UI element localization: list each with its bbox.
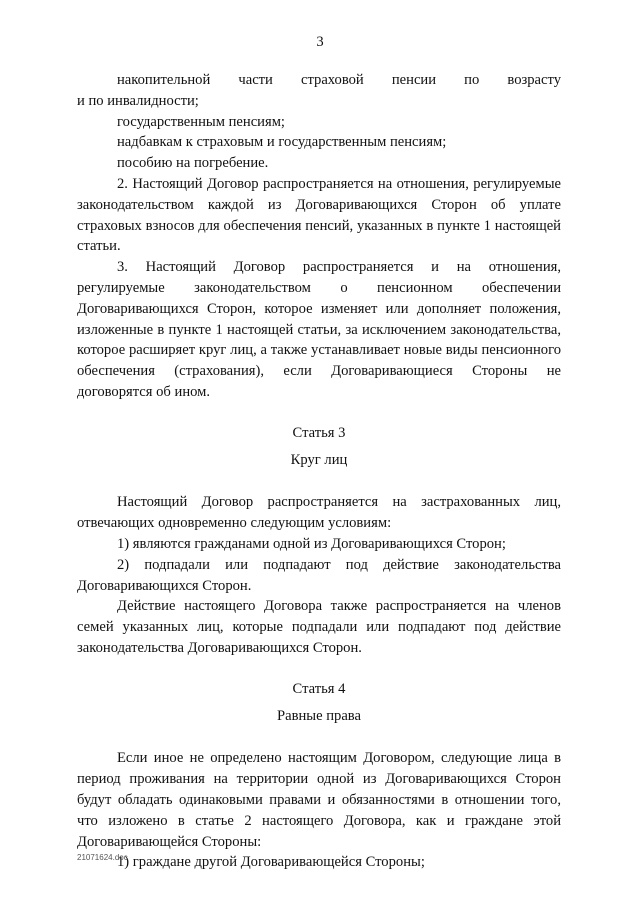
page-number: 3	[316, 34, 324, 50]
paragraph-point-2: 2. Настоящий Договор распространяется на отношения, регулируемые законодательством каждой из Договаривающихся Сторон об уплате страховых взносов для обеспечения пенсий, указанных в пункте 1 настоящей статьи.	[77, 175, 561, 255]
footer-filename: 21071624.doc	[77, 853, 128, 862]
article-4-intro: Если иное не определено настоящим Договором, следующие лица в период проживания на территории одной из Договаривающихся Сторон будут обладать одинаковыми правами и обязанностями в отношении того, что изложено в статье 2 настоящего Договора, как и граждане этой Договаривающейся Стороны:	[77, 750, 561, 850]
article-4-number: Статья 4	[292, 680, 346, 697]
continuation-line-end: и по инвалидности;	[77, 92, 199, 109]
document-body	[77, 70, 561, 873]
article-4-title: Равные права	[277, 707, 361, 724]
article-3-item-2: 2) подпадали или подпадают под действие законодательства Договаривающихся Сторон.	[77, 556, 561, 594]
list-item: государственным пенсиям;	[117, 113, 285, 130]
list-item: пособию на погребение.	[117, 155, 269, 172]
article-3-title: Круг лиц	[290, 451, 348, 468]
paragraph-point-3: 3. Настоящий Договор распространяется и на отношения, регулируемые законодательством о пенсионном обеспечении Договаривающихся Сторон, которое изменяет или дополняет положения, изложенные в пункте 1 настоящей статьи, за исключением законодательства, которое расширяет круг лиц, а также устанавливает новые виды пенсионного обеспечения (страхования), если Договаривающиеся Стороны не договорятся об ином.	[77, 259, 561, 400]
article-3-item-1: 1) являются гражданами одной из Договаривающихся Сторон;	[117, 535, 506, 552]
article-3-family: Действие настоящего Договора также распространяется на членов семей указанных лиц, которые подпадали или подпадают под действие законодательства Договаривающихся Сторон.	[77, 598, 561, 656]
article-3-number: Статья 3	[292, 424, 346, 441]
list-item: надбавкам к страховым и государственным пенсиям;	[117, 134, 447, 151]
article-4-item-1: 1) граждане другой Договаривающейся Стороны;	[117, 854, 425, 871]
article-3-intro: Настоящий Договор распространяется на застрахованных лиц, отвечающих одновременно следующим условиям:	[77, 494, 561, 532]
continuation-line: накопительной части страховой пенсии по возрасту	[117, 72, 561, 88]
